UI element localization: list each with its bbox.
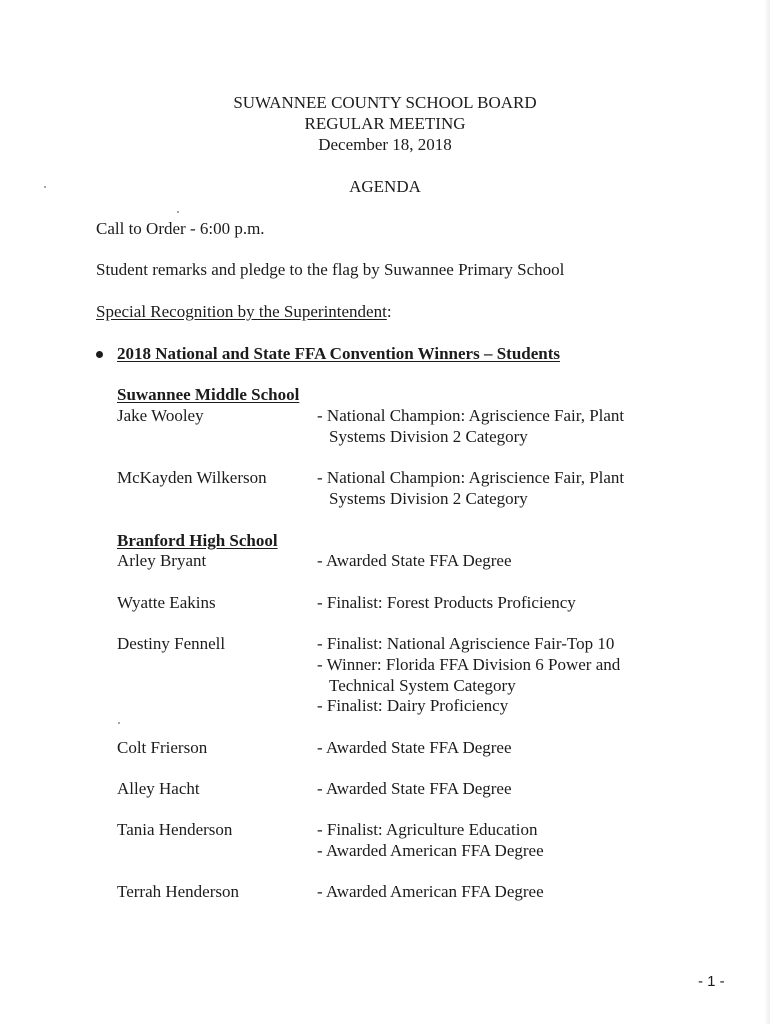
award-line: - Awarded American FFA Degree — [317, 882, 544, 901]
award-line: - Awarded State FFA Degree — [317, 551, 512, 570]
student-name: Terrah Henderson — [117, 882, 240, 901]
award-line: Systems Division 2 Category — [329, 427, 528, 446]
award-line: - Finalist: Forest Products Proficiency — [317, 593, 576, 612]
meeting-type: REGULAR MEETING — [304, 114, 466, 133]
award-line: - Awarded American FFA Degree — [317, 841, 544, 860]
award-line: - National Champion: Agriscience Fair, Plant — [317, 406, 625, 425]
award-line: - Winner: Florida FFA Division 6 Power and — [317, 655, 621, 674]
award-line: - Awarded State FFA Degree — [317, 738, 512, 757]
board-title: SUWANNEE COUNTY SCHOOL BOARD — [233, 93, 537, 112]
school-heading: Branford High School — [117, 531, 278, 550]
student-name: Jake Wooley — [117, 406, 204, 425]
scan-speck — [118, 722, 120, 724]
special-recognition-colon: : — [386, 302, 392, 321]
award-line: - National Champion: Agriscience Fair, Plant — [317, 468, 625, 487]
agenda-heading: AGENDA — [349, 177, 421, 196]
student-name: Colt Frierson — [117, 738, 208, 757]
page-number: - 1 - — [698, 973, 725, 990]
school-heading: Suwannee Middle School — [117, 385, 300, 404]
award-line: Systems Division 2 Category — [329, 489, 528, 508]
student-name: Tania Henderson — [117, 820, 233, 839]
award-line: Technical System Category — [329, 676, 516, 695]
special-recognition — [96, 301, 392, 322]
student-name: Alley Hacht — [117, 779, 200, 798]
student-name: Destiny Fennell — [117, 634, 226, 653]
student-name: Arley Bryant — [117, 551, 207, 570]
award-line: - Finalist: National Agriscience Fair-Top 10 — [317, 634, 615, 653]
student-remarks: Student remarks and pledge to the flag by Suwannee Primary School — [96, 260, 565, 279]
bullet-icon — [96, 351, 103, 358]
student-name: Wyatte Eakins — [117, 593, 216, 612]
special-recognition-label: Special Recognition by the Superintendent — [96, 302, 387, 321]
meeting-date: December 18, 2018 — [318, 135, 452, 154]
section-heading: 2018 National and State FFA Convention Winners – Students — [117, 344, 561, 363]
award-line: - Finalist: Dairy Proficiency — [317, 696, 509, 715]
scan-edge — [764, 0, 770, 1024]
student-name: McKayden Wilkerson — [117, 468, 267, 487]
award-line: - Awarded State FFA Degree — [317, 779, 512, 798]
award-line: - Finalist: Agriculture Education — [317, 820, 538, 839]
scan-speck — [177, 211, 179, 213]
call-to-order: Call to Order - 6:00 p.m. — [96, 219, 265, 238]
scan-speck — [44, 186, 46, 188]
